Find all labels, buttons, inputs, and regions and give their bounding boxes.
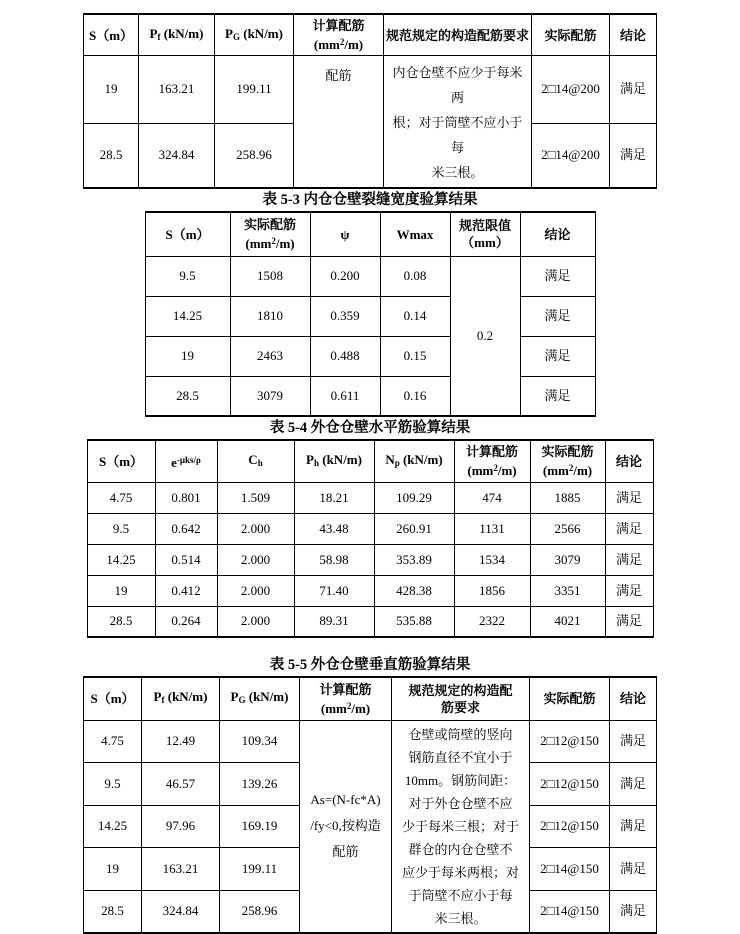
table-5-5-wrap xyxy=(0,676,740,934)
table-cell: 1810 xyxy=(230,296,310,336)
table-cell: 0.15 xyxy=(380,336,450,376)
column-header: $P_f$ (kN/m) xyxy=(142,677,220,720)
table-cell: 71.40 xyxy=(294,575,374,606)
table-cell: 28.5 xyxy=(145,376,230,416)
table-cell: 18.21 xyxy=(294,482,374,513)
column-header: $P_h$ (kN/m) xyxy=(294,440,374,482)
table-cell: 满足 xyxy=(610,720,657,763)
table-cell: 3079 xyxy=(230,376,310,416)
table-cell: 2□12@150 xyxy=(530,763,610,806)
table-cell: 0.08 xyxy=(380,256,450,296)
table-cell: 258.96 xyxy=(220,890,300,933)
table-cell: 46.57 xyxy=(142,763,220,806)
table-cell: 97.96 xyxy=(142,805,220,848)
table-cell: 满足 xyxy=(520,256,595,296)
table-cell: 0.2 xyxy=(450,256,520,416)
table-cell: 0.488 xyxy=(310,336,380,376)
table-cell: 2.000 xyxy=(217,544,294,575)
table-cell: 满足 xyxy=(610,763,657,806)
table-cell: 0.264 xyxy=(155,606,217,637)
table-cell: 0.14 xyxy=(380,296,450,336)
table-5-3-wrap xyxy=(0,211,740,417)
table-cell: 2.000 xyxy=(217,575,294,606)
table-cell: 199.11 xyxy=(215,56,294,124)
column-header: 计算配筋 $(mm^2/m)$ xyxy=(300,677,392,720)
table-cell: 2463 xyxy=(230,336,310,376)
table-5-4-outer-silo-wall-horizontal-rebar xyxy=(87,439,654,638)
table-cell: 0.611 xyxy=(310,376,380,416)
table-cell: 满足 xyxy=(610,56,657,124)
table-cell: 2322 xyxy=(454,606,530,637)
table-cell: 满足 xyxy=(520,336,595,376)
table-cell: 1856 xyxy=(454,575,530,606)
table-cell: 2□14@200 xyxy=(532,56,610,124)
table-5-4-wrap xyxy=(0,439,740,638)
column-header: 实际配筋 xyxy=(530,677,610,720)
table-cell: 满足 xyxy=(605,482,653,513)
table-cell: 324.84 xyxy=(139,123,215,188)
column-header: ψ xyxy=(310,212,380,256)
inner-silo-wall-vertical-rebar-table-continued xyxy=(83,13,657,189)
table-cell: 4.75 xyxy=(84,720,142,763)
table-cell: 0.514 xyxy=(155,544,217,575)
table-cell: 353.89 xyxy=(374,544,454,575)
column-header: S（m） xyxy=(87,440,155,482)
column-header: $e^{-\mu ks/\rho}$ xyxy=(155,440,217,482)
table-5-3-inner-silo-wall-crack-width xyxy=(145,211,596,417)
table-cell: 满足 xyxy=(520,296,595,336)
column-header: 结论 xyxy=(610,677,657,720)
table-cell: 2566 xyxy=(530,513,605,544)
table-row xyxy=(145,376,595,416)
table-cell: 163.21 xyxy=(139,56,215,124)
table-cell: 14.25 xyxy=(145,296,230,336)
column-header: $N_p$ (kN/m) xyxy=(374,440,454,482)
table-cell: 199.11 xyxy=(220,848,300,891)
table-row xyxy=(84,56,657,124)
table-cell: As=(N-fc*A) /fy<0,按构造 配筋 xyxy=(300,720,392,933)
table-cell: 配筋 xyxy=(294,56,384,189)
table-row xyxy=(87,513,653,544)
table-cell: 满足 xyxy=(605,575,653,606)
table-cell: 9.5 xyxy=(87,513,155,544)
column-header: $C_h$ xyxy=(217,440,294,482)
table-cell: 内仓仓壁不应少于每米两 根；对于筒壁不应小于每 米三根。 xyxy=(384,56,532,189)
table-cell: 0.801 xyxy=(155,482,217,513)
table-cell: 12.49 xyxy=(142,720,220,763)
table-cell: 满足 xyxy=(605,544,653,575)
table-cell: 428.38 xyxy=(374,575,454,606)
column-header: 结论 xyxy=(605,440,653,482)
table-5-5-outer-silo-wall-vertical-rebar xyxy=(83,676,657,934)
table-cell: 2.000 xyxy=(217,513,294,544)
table-cell: 2.000 xyxy=(217,606,294,637)
table-cell: 0.412 xyxy=(155,575,217,606)
table-row xyxy=(84,720,657,763)
column-header: S（m） xyxy=(145,212,230,256)
table-cell: 260.91 xyxy=(374,513,454,544)
table-cell: 4.75 xyxy=(87,482,155,513)
table-cell: 满足 xyxy=(520,376,595,416)
table-cell: 1885 xyxy=(530,482,605,513)
table-cell: 258.96 xyxy=(215,123,294,188)
table-cell: 满足 xyxy=(605,513,653,544)
table-cell: 163.21 xyxy=(142,848,220,891)
table-cell: 43.48 xyxy=(294,513,374,544)
table-row xyxy=(87,544,653,575)
table-5-3-caption: 表 5-3 内仓仓壁裂缝宽度验算结果 xyxy=(262,192,478,208)
column-header: S（m） xyxy=(84,677,142,720)
table-5-4-caption: 表 5-4 外仓仓壁水平筋验算结果 xyxy=(269,420,471,436)
table-row xyxy=(145,296,595,336)
table-cell: 满足 xyxy=(610,123,657,188)
table-cell: 109.29 xyxy=(374,482,454,513)
table-row xyxy=(87,482,653,513)
table-cell: 2□12@150 xyxy=(530,805,610,848)
table-cell: 19 xyxy=(84,848,142,891)
table-5-5-caption: 表 5-5 外仓仓壁垂直筋验算结果 xyxy=(269,657,471,673)
section-gap xyxy=(0,638,740,654)
table-cell: 0.642 xyxy=(155,513,217,544)
table-cell: 1.509 xyxy=(217,482,294,513)
table-cell: 9.5 xyxy=(145,256,230,296)
table-cell: 535.88 xyxy=(374,606,454,637)
table-cell: 19 xyxy=(87,575,155,606)
table-cell: 9.5 xyxy=(84,763,142,806)
table-cell: 满足 xyxy=(610,805,657,848)
table-cell: 1131 xyxy=(454,513,530,544)
table-cell: 0.200 xyxy=(310,256,380,296)
table-cell: 14.25 xyxy=(87,544,155,575)
column-header: S（m） xyxy=(84,14,139,56)
column-header: $P_G$ (kN/m) xyxy=(215,14,294,56)
table-cell: 4021 xyxy=(530,606,605,637)
table-cell: 19 xyxy=(84,56,139,124)
table-row xyxy=(87,575,653,606)
table-cell: 1534 xyxy=(454,544,530,575)
table-cell: 28.5 xyxy=(84,123,139,188)
table-cell: 0.359 xyxy=(310,296,380,336)
column-header: 实际配筋 $(mm^2/m)$ xyxy=(530,440,605,482)
table-cell: 324.84 xyxy=(142,890,220,933)
table-cell: 满足 xyxy=(605,606,653,637)
table-cell: 28.5 xyxy=(87,606,155,637)
table-cell: 2□14@150 xyxy=(530,890,610,933)
table-cell: 28.5 xyxy=(84,890,142,933)
table-continued-wrap xyxy=(0,13,740,189)
table-cell: 满足 xyxy=(610,848,657,891)
column-header: 规范规定的构造配筋要求 xyxy=(384,14,532,56)
table-row xyxy=(145,256,595,296)
table-cell: 89.31 xyxy=(294,606,374,637)
table-cell: 0.16 xyxy=(380,376,450,416)
table-cell: 2□12@150 xyxy=(530,720,610,763)
table-cell: 仓壁或筒壁的竖向 钢筋直径不宜小于 10mm。钢筋间距： 对于外仓仓壁不应 少于每米三根；对于 群仓的内仓仓壁不 应少于每米两根；对 于筒壁不应小于每 米三根。 xyxy=(392,720,530,933)
table-cell: 2□14@150 xyxy=(530,848,610,891)
table-row xyxy=(87,606,653,637)
table-row xyxy=(145,336,595,376)
column-header: 实际配筋 $(mm^2/m)$ xyxy=(230,212,310,256)
column-header: 规范限值 （mm） xyxy=(450,212,520,256)
column-header: 结论 xyxy=(520,212,595,256)
table-cell: 1508 xyxy=(230,256,310,296)
table-cell: 3079 xyxy=(530,544,605,575)
column-header: $P_G$ (kN/m) xyxy=(220,677,300,720)
column-header: 计算配筋 $(mm^2/m)$ xyxy=(454,440,530,482)
table-cell: 139.26 xyxy=(220,763,300,806)
table-cell: 19 xyxy=(145,336,230,376)
table-cell: 2□14@200 xyxy=(532,123,610,188)
table-cell: 3351 xyxy=(530,575,605,606)
column-header: 实际配筋 xyxy=(532,14,610,56)
table-cell: 169.19 xyxy=(220,805,300,848)
table-cell: 109.34 xyxy=(220,720,300,763)
table-cell: 58.98 xyxy=(294,544,374,575)
column-header: Wmax xyxy=(380,212,450,256)
column-header: 计算配筋 $(mm^2/m)$ xyxy=(294,14,384,56)
column-header: $P_f$ (kN/m) xyxy=(139,14,215,56)
table-cell: 14.25 xyxy=(84,805,142,848)
column-header: 结论 xyxy=(610,14,657,56)
table-cell: 474 xyxy=(454,482,530,513)
column-header: 规范规定的构造配 筋要求 xyxy=(392,677,530,720)
table-cell: 满足 xyxy=(610,890,657,933)
